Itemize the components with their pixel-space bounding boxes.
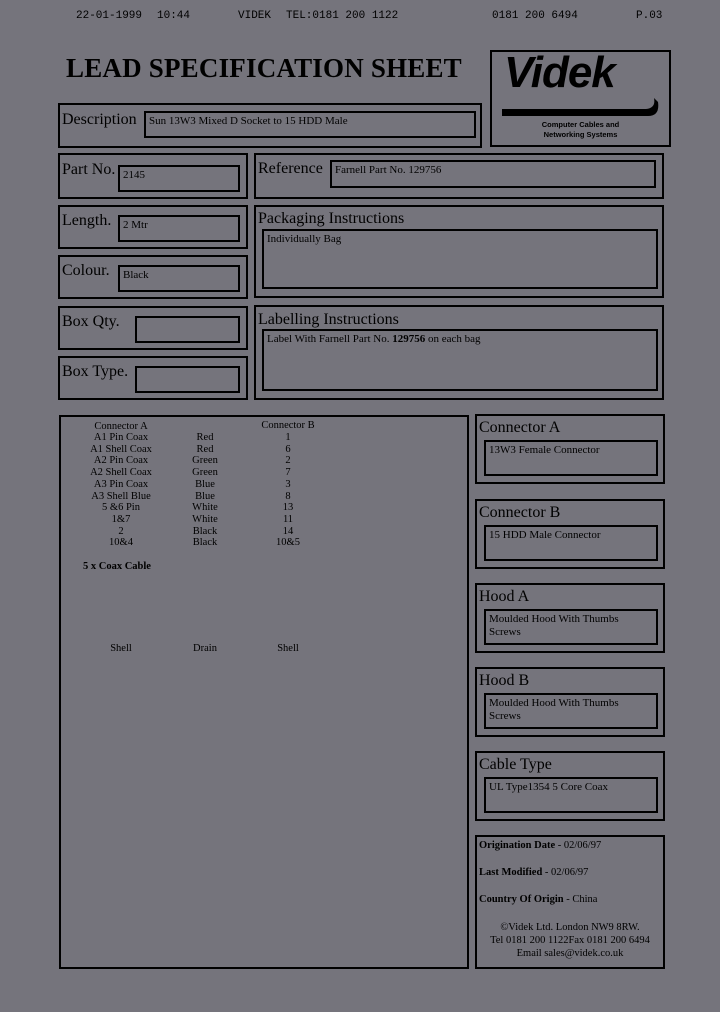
fax-sender: VIDEK (238, 10, 272, 22)
wiring-cell-wire-colour: Red (196, 443, 214, 455)
wiring-cell-wire-colour: White (192, 513, 218, 525)
reference-section (254, 153, 664, 199)
colour-label: Colour. (62, 262, 110, 279)
cable-type-label: Cable Type (479, 756, 552, 773)
wiring-cell-a: 1&7 (111, 513, 131, 525)
labelling-field[interactable] (262, 329, 658, 391)
length-field[interactable]: 2 Mtr (118, 215, 240, 242)
wiring-cell-a: 10&4 (109, 537, 133, 549)
fax-page: P.03 (636, 10, 663, 22)
connector-b-section (475, 499, 665, 569)
wiring-cell-b: 10&5 (276, 537, 300, 549)
origination-date-label: Origination Date (479, 840, 556, 851)
country-value: - China (563, 894, 598, 905)
wiring-cell-wire-colour: White (192, 502, 218, 514)
packaging-field[interactable]: Individually Bag (262, 229, 658, 289)
connector-a-section (475, 414, 665, 484)
description-section (58, 103, 482, 148)
wiring-cell-wire-colour: Black (192, 537, 218, 549)
box-qty-section (58, 306, 248, 350)
company-address: ©Videk Ltd. London NW9 8RW. (500, 922, 640, 933)
wiring-cell-wire-colour: Red (196, 432, 214, 443)
colour-section (58, 255, 248, 299)
wiring-cell-wire-colour: Green (192, 455, 218, 467)
last-modified-value: - 02/06/97 (542, 867, 589, 878)
wiring-header-a: Connector A (94, 421, 148, 432)
shell-b-label: Shell (277, 643, 299, 654)
hood-a-section (475, 583, 665, 653)
labelling-value-suffix: on each bag (425, 333, 481, 345)
page-title: LEAD SPECIFICATION SHEET (66, 53, 462, 83)
length-label: Length. (62, 212, 112, 229)
box-qty-field[interactable] (135, 316, 240, 343)
labelling-label: Labelling Instructions (258, 311, 399, 328)
box-type-section (58, 356, 248, 400)
country-of-origin (479, 894, 597, 905)
hood-a-field[interactable]: Moulded Hood With Thumbs Screws (484, 609, 658, 645)
logo-wordmark: Videk (504, 48, 615, 97)
wiring-panel (59, 415, 469, 969)
logo-tagline-1: Computer Cables and (541, 120, 620, 129)
wiring-cell-wire-colour: Green (192, 467, 218, 479)
last-modified (479, 867, 588, 878)
fax-time: 10:44 (157, 10, 191, 22)
wiring-cell-a: A1 Pin Coax (93, 432, 149, 443)
packaging-section (254, 205, 664, 298)
fax-date: 22-01-1999 (76, 10, 143, 22)
connector-b-field[interactable]: 15 HDD Male Connector (484, 525, 658, 561)
connector-a-field[interactable]: 13W3 Female Connector (484, 440, 658, 476)
reference-field[interactable]: Farnell Part No. 129756 (330, 160, 656, 188)
wiring-cell-b: 8 (285, 490, 291, 502)
wiring-cell-b: 2 (285, 455, 291, 467)
wiring-cell-a: A2 Shell Coax (90, 467, 152, 479)
wiring-cell-a: A2 Pin Coax (93, 455, 149, 467)
country-label: Country Of Origin (479, 894, 564, 905)
wiring-cell-a: A3 Shell Blue (91, 490, 151, 502)
wiring-cell-wire-colour: Blue (195, 478, 215, 490)
cable-type-field[interactable]: UL Type1354 5 Core Coax (484, 777, 658, 813)
labelling-part-number: 129756 (392, 333, 426, 345)
box-qty-label: Box Qty. (62, 313, 120, 330)
wiring-cell-b: 6 (285, 443, 291, 455)
connector-b-label: Connector B (479, 504, 561, 521)
footer-info-panel (475, 835, 665, 969)
connector-a-label: Connector A (479, 419, 561, 436)
hood-b-field[interactable]: Moulded Hood With Thumbs Screws (484, 693, 658, 729)
last-modified-label: Last Modified (479, 867, 543, 878)
box-type-label: Box Type. (62, 363, 129, 380)
fax-number: 0181 200 6494 (492, 10, 578, 22)
wiring-header-b: Connector B (261, 420, 315, 431)
origination-date-value: - 02/06/97 (555, 840, 602, 851)
labelling-value-text: Label With Farnell Part No. (267, 333, 393, 345)
drain-label: Drain (193, 643, 217, 654)
company-logo (490, 50, 671, 147)
shell-a-label: Shell (110, 643, 132, 654)
part-no-field[interactable]: 2145 (118, 165, 240, 192)
wiring-cell-a: 2 (118, 525, 124, 537)
wiring-cell-b: 7 (285, 467, 291, 479)
fax-tel: TEL:0181 200 1122 (286, 10, 399, 22)
logo-swoosh-icon (498, 96, 666, 120)
part-no-label: Part No. (62, 161, 116, 178)
box-type-field[interactable] (135, 366, 240, 393)
labelling-section (254, 305, 664, 400)
length-section (58, 205, 248, 249)
company-email: Email sales@videk.co.uk (516, 948, 624, 959)
wiring-cell-b: 11 (282, 513, 294, 525)
reference-label: Reference (258, 160, 323, 177)
packaging-label: Packaging Instructions (258, 210, 405, 227)
logo-tagline-2: Networking Systems (543, 130, 618, 139)
wiring-cell-wire-colour: Black (192, 525, 218, 537)
wiring-cell-a: 5 &6 Pin (102, 502, 140, 514)
description-label: Description (62, 111, 137, 128)
wiring-cell-b: 14 (282, 525, 294, 537)
cable-note: 5 x Coax Cable (83, 561, 151, 572)
hood-b-label: Hood B (479, 672, 530, 689)
wiring-cell-b: 3 (285, 478, 291, 490)
description-field[interactable]: Sun 13W3 Mixed D Socket to 15 HDD Male (144, 111, 476, 138)
wiring-cell-wire-colour: Blue (195, 490, 215, 502)
part-no-section (58, 153, 248, 199)
wiring-cell-a: A3 Pin Coax (93, 478, 149, 490)
wiring-cell-b: 13 (282, 502, 294, 514)
contact-block (477, 921, 663, 960)
hood-a-label: Hood A (479, 588, 530, 605)
company-phones: Tel 0181 200 1122Fax 0181 200 6494 (490, 935, 650, 946)
hood-b-section (475, 667, 665, 737)
cable-type-section (475, 751, 665, 821)
wiring-cell-a: A1 Shell Coax (90, 443, 152, 455)
origination-date (479, 840, 601, 851)
wiring-cell-b: 1 (285, 432, 291, 443)
colour-field[interactable]: Black (118, 265, 240, 292)
